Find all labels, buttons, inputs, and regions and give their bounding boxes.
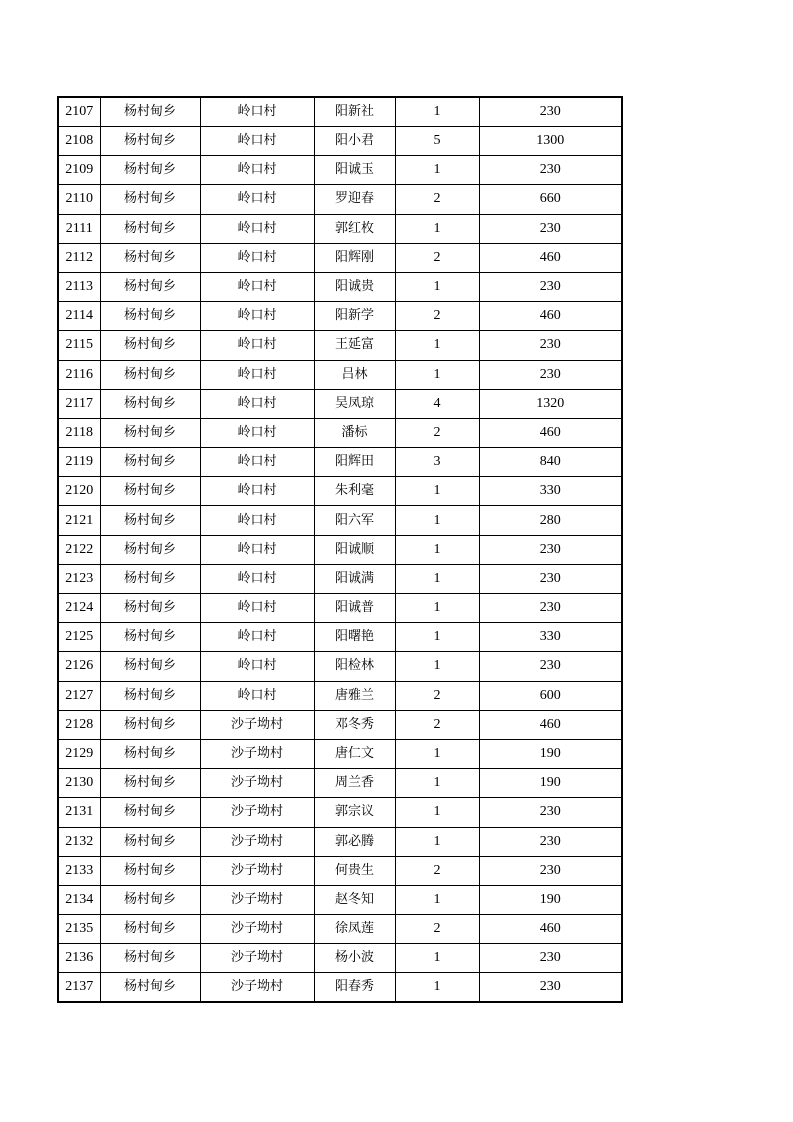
- cell-township: 杨村甸乡: [100, 448, 200, 477]
- cell-number: 2124: [58, 594, 100, 623]
- cell-amount: 230: [479, 360, 622, 389]
- cell-household-count: 4: [395, 389, 479, 418]
- table-row: [58, 885, 622, 914]
- cell-household-count: 2: [395, 681, 479, 710]
- cell-village: 沙子坳村: [200, 944, 314, 973]
- cell-number: 2114: [58, 302, 100, 331]
- cell-amount: 460: [479, 243, 622, 272]
- table-row: [58, 185, 622, 214]
- cell-household-count: 3: [395, 448, 479, 477]
- cell-household-count: 1: [395, 214, 479, 243]
- cell-number: 2107: [58, 97, 100, 127]
- cell-township: 杨村甸乡: [100, 944, 200, 973]
- cell-township: 杨村甸乡: [100, 127, 200, 156]
- table-row: [58, 652, 622, 681]
- cell-village: 岭口村: [200, 681, 314, 710]
- cell-household-count: 1: [395, 477, 479, 506]
- cell-person-name: 吕林: [314, 360, 395, 389]
- cell-household-count: 1: [395, 564, 479, 593]
- cell-person-name: 何贵生: [314, 856, 395, 885]
- cell-village: 沙子坳村: [200, 856, 314, 885]
- cell-amount: 190: [479, 885, 622, 914]
- cell-township: 杨村甸乡: [100, 156, 200, 185]
- cell-amount: 230: [479, 652, 622, 681]
- cell-village: 岭口村: [200, 360, 314, 389]
- table-row: [58, 331, 622, 360]
- cell-amount: 230: [479, 331, 622, 360]
- table-row: [58, 477, 622, 506]
- table-row: [58, 739, 622, 768]
- cell-number: 2135: [58, 915, 100, 944]
- cell-village: 岭口村: [200, 156, 314, 185]
- cell-amount: 190: [479, 769, 622, 798]
- cell-household-count: 1: [395, 272, 479, 301]
- cell-village: 沙子坳村: [200, 798, 314, 827]
- cell-amount: 230: [479, 827, 622, 856]
- cell-amount: 230: [479, 272, 622, 301]
- cell-village: 岭口村: [200, 506, 314, 535]
- cell-person-name: 朱利毫: [314, 477, 395, 506]
- cell-amount: 230: [479, 214, 622, 243]
- cell-number: 2137: [58, 973, 100, 1003]
- cell-township: 杨村甸乡: [100, 535, 200, 564]
- cell-household-count: 1: [395, 535, 479, 564]
- cell-village: 岭口村: [200, 389, 314, 418]
- cell-household-count: 1: [395, 623, 479, 652]
- cell-township: 杨村甸乡: [100, 389, 200, 418]
- cell-village: 岭口村: [200, 418, 314, 447]
- cell-amount: 330: [479, 477, 622, 506]
- cell-township: 杨村甸乡: [100, 681, 200, 710]
- cell-amount: 230: [479, 944, 622, 973]
- table-row: [58, 127, 622, 156]
- table-row: [58, 564, 622, 593]
- cell-person-name: 阳诚满: [314, 564, 395, 593]
- table-body: [58, 97, 622, 1002]
- cell-person-name: 阳曙艳: [314, 623, 395, 652]
- cell-village: 岭口村: [200, 272, 314, 301]
- cell-township: 杨村甸乡: [100, 360, 200, 389]
- table-row: [58, 827, 622, 856]
- cell-number: 2129: [58, 739, 100, 768]
- cell-household-count: 1: [395, 973, 479, 1003]
- cell-village: 岭口村: [200, 594, 314, 623]
- cell-household-count: 1: [395, 331, 479, 360]
- cell-number: 2109: [58, 156, 100, 185]
- cell-amount: 840: [479, 448, 622, 477]
- cell-township: 杨村甸乡: [100, 243, 200, 272]
- cell-household-count: 1: [395, 739, 479, 768]
- cell-amount: 230: [479, 973, 622, 1003]
- cell-person-name: 阳诚顺: [314, 535, 395, 564]
- cell-village: 岭口村: [200, 214, 314, 243]
- cell-household-count: 1: [395, 97, 479, 127]
- cell-village: 岭口村: [200, 127, 314, 156]
- cell-household-count: 1: [395, 827, 479, 856]
- cell-township: 杨村甸乡: [100, 564, 200, 593]
- cell-village: 岭口村: [200, 185, 314, 214]
- cell-number: 2136: [58, 944, 100, 973]
- cell-village: 沙子坳村: [200, 915, 314, 944]
- table-row: [58, 243, 622, 272]
- cell-person-name: 阳辉田: [314, 448, 395, 477]
- cell-person-name: 阳新学: [314, 302, 395, 331]
- cell-person-name: 王延富: [314, 331, 395, 360]
- table-row: [58, 156, 622, 185]
- cell-household-count: 1: [395, 594, 479, 623]
- cell-person-name: 阳小君: [314, 127, 395, 156]
- cell-person-name: 阳检林: [314, 652, 395, 681]
- cell-number: 2113: [58, 272, 100, 301]
- cell-household-count: 1: [395, 769, 479, 798]
- cell-person-name: 阳春秀: [314, 973, 395, 1003]
- cell-household-count: 5: [395, 127, 479, 156]
- table-row: [58, 214, 622, 243]
- table-row: [58, 594, 622, 623]
- cell-township: 杨村甸乡: [100, 623, 200, 652]
- cell-township: 杨村甸乡: [100, 827, 200, 856]
- cell-person-name: 阳诚玉: [314, 156, 395, 185]
- cell-person-name: 阳六军: [314, 506, 395, 535]
- cell-village: 沙子坳村: [200, 885, 314, 914]
- cell-village: 岭口村: [200, 564, 314, 593]
- cell-person-name: 阳新社: [314, 97, 395, 127]
- cell-township: 杨村甸乡: [100, 856, 200, 885]
- cell-household-count: 2: [395, 915, 479, 944]
- cell-township: 杨村甸乡: [100, 477, 200, 506]
- cell-township: 杨村甸乡: [100, 652, 200, 681]
- cell-amount: 230: [479, 535, 622, 564]
- cell-person-name: 阳辉刚: [314, 243, 395, 272]
- cell-person-name: 吴凤琼: [314, 389, 395, 418]
- table-row: [58, 856, 622, 885]
- cell-household-count: 2: [395, 856, 479, 885]
- cell-township: 杨村甸乡: [100, 185, 200, 214]
- table-row: [58, 915, 622, 944]
- cell-amount: 1300: [479, 127, 622, 156]
- cell-township: 杨村甸乡: [100, 885, 200, 914]
- cell-township: 杨村甸乡: [100, 710, 200, 739]
- cell-village: 沙子坳村: [200, 710, 314, 739]
- cell-person-name: 赵冬知: [314, 885, 395, 914]
- table-row: [58, 623, 622, 652]
- cell-township: 杨村甸乡: [100, 97, 200, 127]
- cell-village: 岭口村: [200, 477, 314, 506]
- cell-amount: 190: [479, 739, 622, 768]
- cell-amount: 600: [479, 681, 622, 710]
- data-table: [57, 96, 623, 1003]
- cell-person-name: 阳诚贵: [314, 272, 395, 301]
- cell-amount: 230: [479, 856, 622, 885]
- cell-village: 岭口村: [200, 652, 314, 681]
- cell-township: 杨村甸乡: [100, 915, 200, 944]
- table-row: [58, 769, 622, 798]
- cell-person-name: 郭必腾: [314, 827, 395, 856]
- cell-household-count: 2: [395, 710, 479, 739]
- cell-township: 杨村甸乡: [100, 739, 200, 768]
- cell-amount: 230: [479, 156, 622, 185]
- cell-person-name: 杨小波: [314, 944, 395, 973]
- table-row: [58, 302, 622, 331]
- cell-household-count: 1: [395, 798, 479, 827]
- cell-amount: 330: [479, 623, 622, 652]
- cell-village: 沙子坳村: [200, 973, 314, 1003]
- cell-amount: 460: [479, 915, 622, 944]
- cell-person-name: 周兰香: [314, 769, 395, 798]
- cell-number: 2112: [58, 243, 100, 272]
- cell-number: 2123: [58, 564, 100, 593]
- cell-person-name: 郭宗议: [314, 798, 395, 827]
- cell-number: 2133: [58, 856, 100, 885]
- cell-township: 杨村甸乡: [100, 302, 200, 331]
- cell-number: 2122: [58, 535, 100, 564]
- cell-number: 2130: [58, 769, 100, 798]
- cell-village: 岭口村: [200, 535, 314, 564]
- cell-amount: 280: [479, 506, 622, 535]
- cell-amount: 230: [479, 564, 622, 593]
- cell-number: 2110: [58, 185, 100, 214]
- cell-village: 沙子坳村: [200, 769, 314, 798]
- cell-village: 岭口村: [200, 302, 314, 331]
- cell-household-count: 1: [395, 156, 479, 185]
- cell-village: 沙子坳村: [200, 827, 314, 856]
- table-row: [58, 97, 622, 127]
- cell-amount: 230: [479, 97, 622, 127]
- table-row: [58, 506, 622, 535]
- cell-village: 岭口村: [200, 448, 314, 477]
- cell-number: 2132: [58, 827, 100, 856]
- cell-number: 2125: [58, 623, 100, 652]
- cell-person-name: 罗迎春: [314, 185, 395, 214]
- cell-household-count: 2: [395, 243, 479, 272]
- cell-person-name: 郭红枚: [314, 214, 395, 243]
- cell-village: 岭口村: [200, 331, 314, 360]
- cell-household-count: 2: [395, 185, 479, 214]
- table-row: [58, 710, 622, 739]
- table-row: [58, 389, 622, 418]
- table-row: [58, 360, 622, 389]
- cell-township: 杨村甸乡: [100, 272, 200, 301]
- cell-number: 2115: [58, 331, 100, 360]
- table-row: [58, 973, 622, 1003]
- cell-number: 2121: [58, 506, 100, 535]
- cell-number: 2111: [58, 214, 100, 243]
- cell-person-name: 邓冬秀: [314, 710, 395, 739]
- cell-number: 2116: [58, 360, 100, 389]
- cell-amount: 460: [479, 418, 622, 447]
- cell-number: 2134: [58, 885, 100, 914]
- cell-amount: 230: [479, 594, 622, 623]
- table-row: [58, 272, 622, 301]
- table-row: [58, 944, 622, 973]
- cell-household-count: 2: [395, 302, 479, 331]
- cell-household-count: 1: [395, 652, 479, 681]
- cell-number: 2127: [58, 681, 100, 710]
- cell-amount: 230: [479, 798, 622, 827]
- table-row: [58, 448, 622, 477]
- table-row: [58, 418, 622, 447]
- cell-person-name: 唐雅兰: [314, 681, 395, 710]
- table-row: [58, 681, 622, 710]
- cell-number: 2131: [58, 798, 100, 827]
- cell-person-name: 潘标: [314, 418, 395, 447]
- cell-person-name: 徐凤莲: [314, 915, 395, 944]
- cell-township: 杨村甸乡: [100, 769, 200, 798]
- table-row: [58, 798, 622, 827]
- cell-household-count: 1: [395, 944, 479, 973]
- cell-number: 2118: [58, 418, 100, 447]
- table-row: [58, 535, 622, 564]
- cell-township: 杨村甸乡: [100, 331, 200, 360]
- cell-number: 2119: [58, 448, 100, 477]
- cell-amount: 1320: [479, 389, 622, 418]
- cell-township: 杨村甸乡: [100, 418, 200, 447]
- cell-person-name: 唐仁文: [314, 739, 395, 768]
- cell-village: 岭口村: [200, 243, 314, 272]
- cell-household-count: 1: [395, 885, 479, 914]
- cell-number: 2108: [58, 127, 100, 156]
- cell-person-name: 阳诚普: [314, 594, 395, 623]
- cell-amount: 460: [479, 710, 622, 739]
- cell-township: 杨村甸乡: [100, 506, 200, 535]
- cell-household-count: 1: [395, 506, 479, 535]
- cell-household-count: 2: [395, 418, 479, 447]
- cell-number: 2120: [58, 477, 100, 506]
- cell-township: 杨村甸乡: [100, 798, 200, 827]
- cell-household-count: 1: [395, 360, 479, 389]
- cell-township: 杨村甸乡: [100, 973, 200, 1003]
- cell-number: 2117: [58, 389, 100, 418]
- cell-number: 2128: [58, 710, 100, 739]
- cell-township: 杨村甸乡: [100, 594, 200, 623]
- cell-village: 岭口村: [200, 97, 314, 127]
- cell-amount: 660: [479, 185, 622, 214]
- cell-township: 杨村甸乡: [100, 214, 200, 243]
- cell-village: 岭口村: [200, 623, 314, 652]
- cell-number: 2126: [58, 652, 100, 681]
- cell-village: 沙子坳村: [200, 739, 314, 768]
- cell-amount: 460: [479, 302, 622, 331]
